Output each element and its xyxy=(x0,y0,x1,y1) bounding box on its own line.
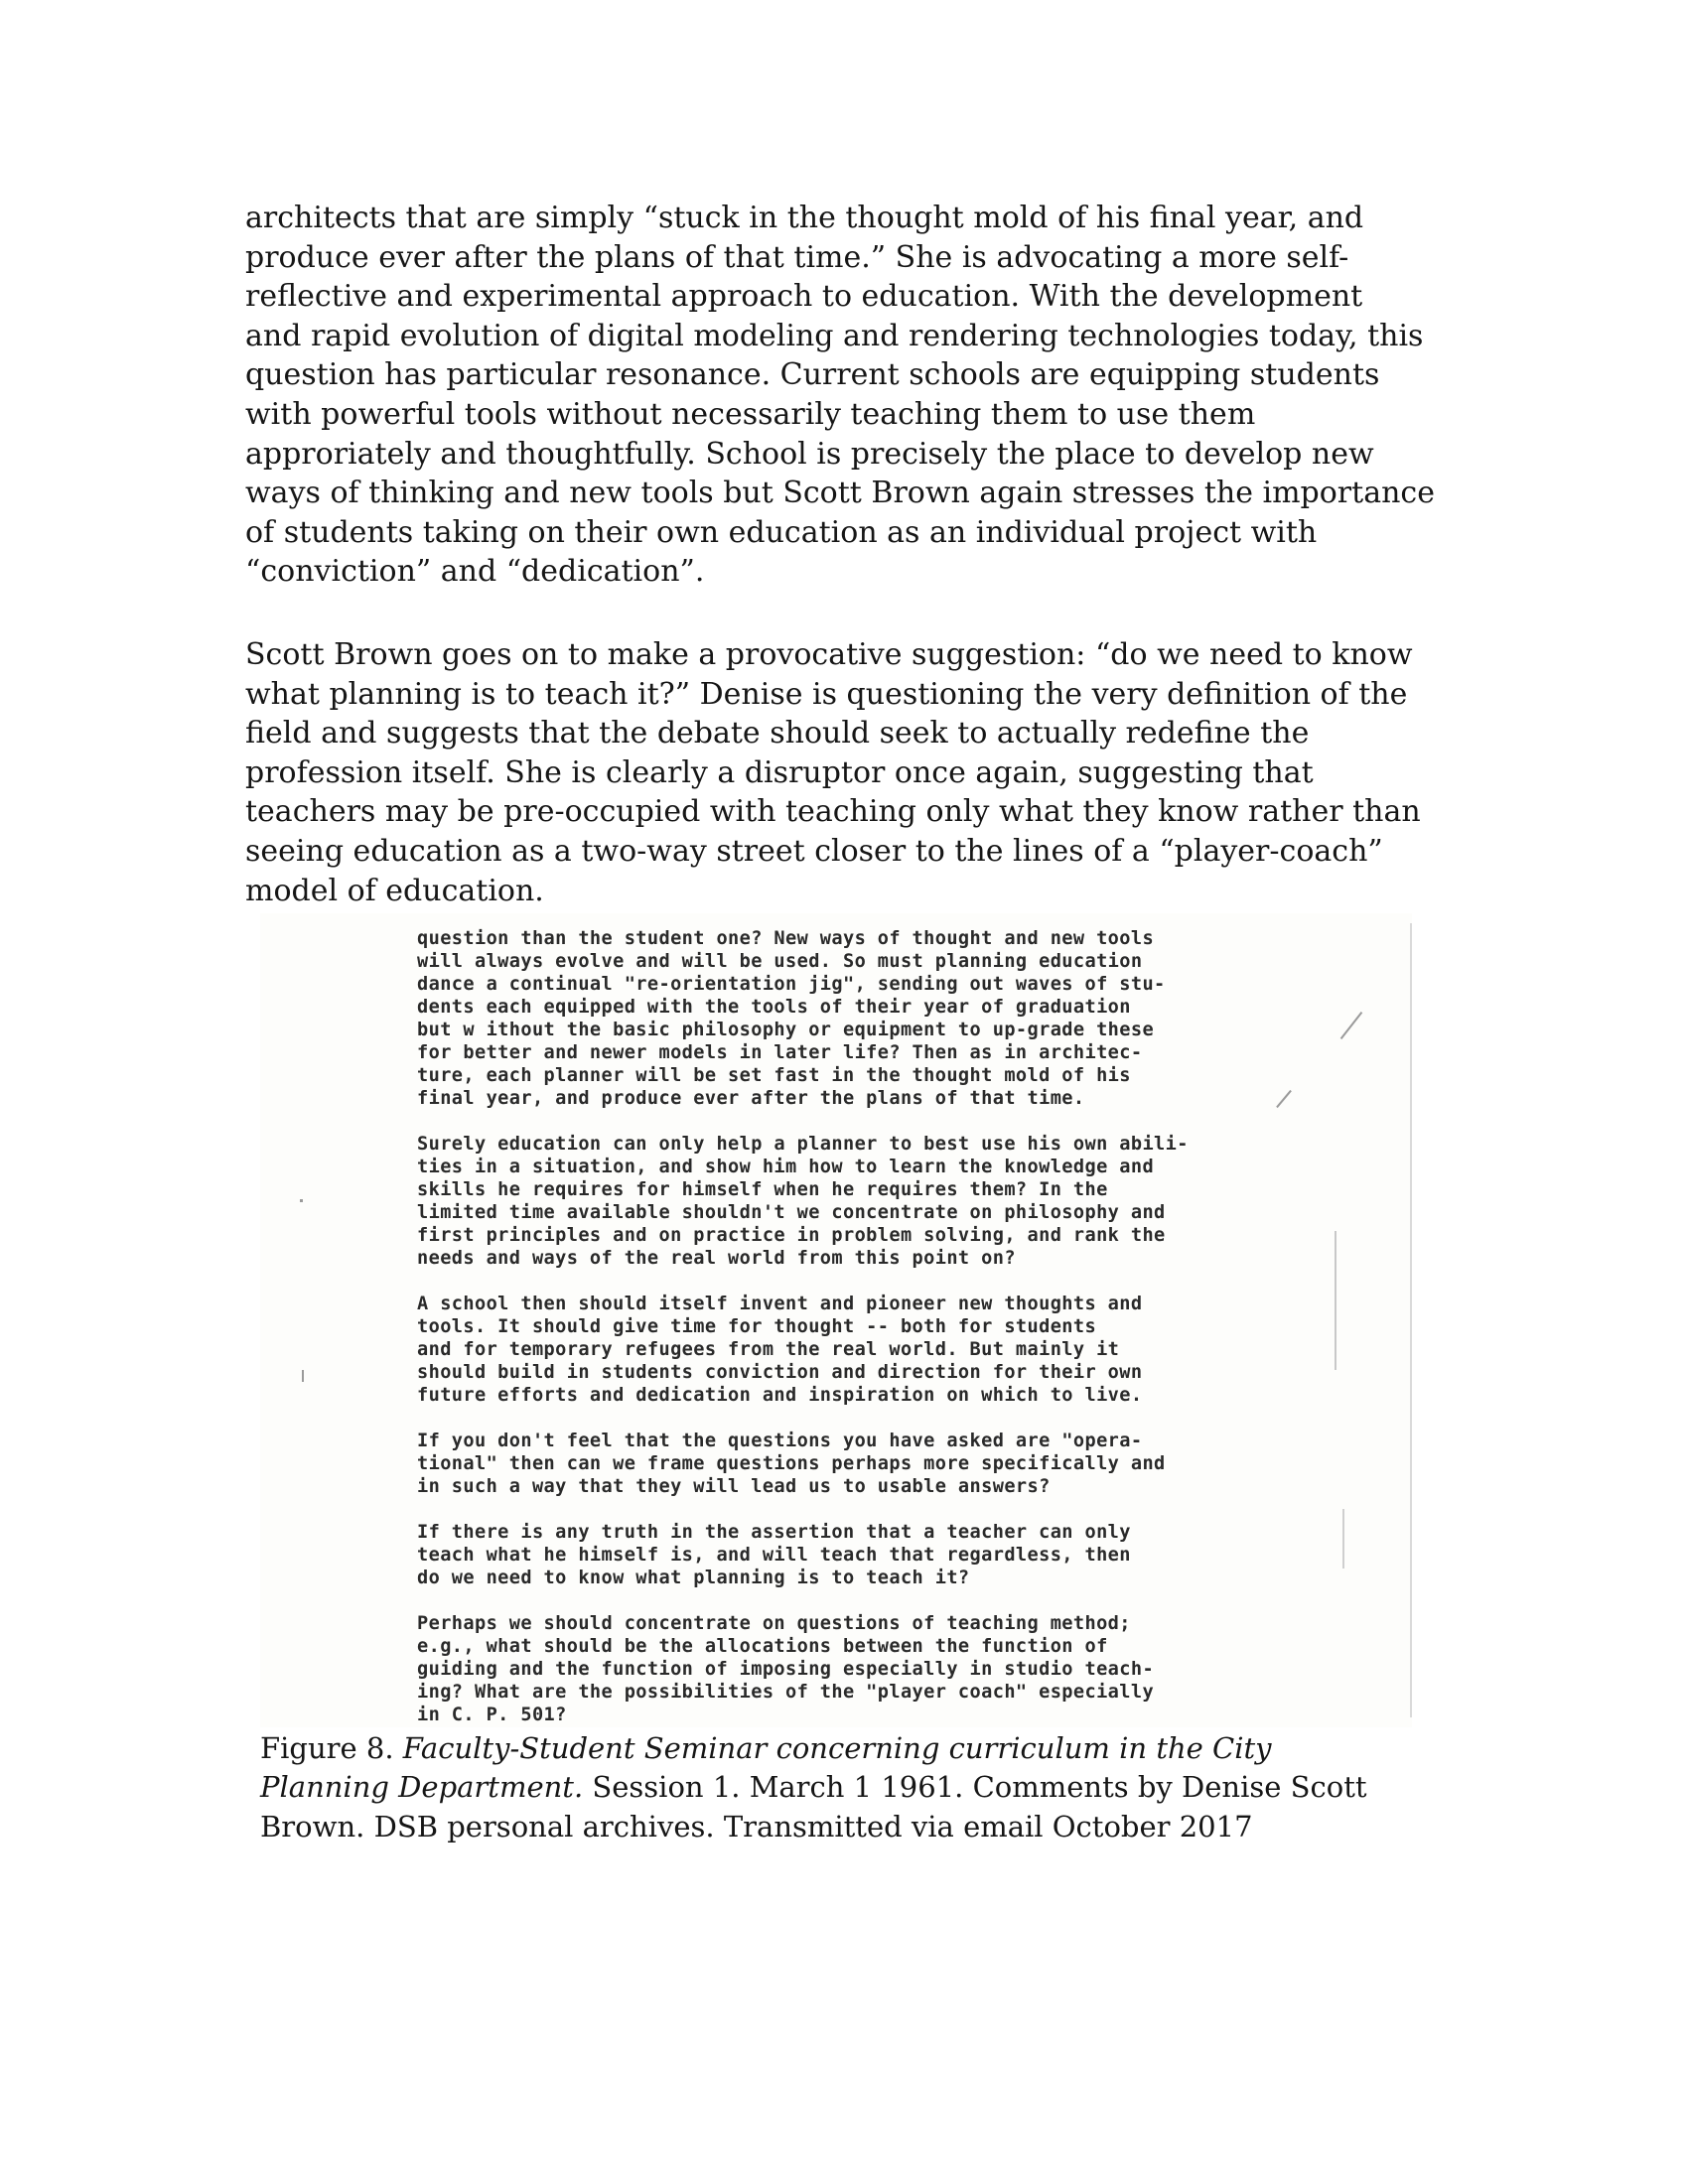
margin-mark xyxy=(1342,1509,1344,1569)
text-line: field and suggests that the debate should seek to actually redefine the xyxy=(245,716,1310,751)
typed-paragraph xyxy=(417,1133,1189,1270)
text-line: “conviction” and “dedication”. xyxy=(245,554,705,590)
typed-line: but w ithout the basic philosophy or equipment to up-grade these xyxy=(417,1020,1155,1040)
text-line: reflective and experimental approach to education. With the development xyxy=(245,279,1363,315)
typed-line: first principles and on practice in problem solving, and rank the xyxy=(417,1225,1166,1246)
typed-line: If there is any truth in the assertion that a teacher can only xyxy=(417,1522,1131,1543)
typed-line: final year, and produce ever after the plans of that time. xyxy=(417,1088,1085,1109)
text-line: produce ever after the plans of that time.” She is advocating a more self- xyxy=(245,239,1349,275)
typed-paragraph xyxy=(417,1521,1189,1589)
text-line: of students taking on their own education as an individual project with xyxy=(245,514,1318,550)
typed-line: dance a continual "re-orientation jig", sending out waves of stu- xyxy=(417,974,1166,995)
scan-edge-line xyxy=(1410,923,1412,1717)
typed-line: do we need to know what planning is to teach it? xyxy=(417,1568,970,1588)
typed-line: dents each equipped with the tools of their year of graduation xyxy=(417,997,1131,1018)
caption-line xyxy=(260,1768,1452,1807)
caption-title: Planning Department. xyxy=(260,1770,584,1805)
scan-speck xyxy=(302,1370,304,1382)
scanned-typewritten-figure xyxy=(260,913,1412,1727)
text-line: ways of thinking and new tools but Scott Brown again stresses the importance xyxy=(245,476,1435,511)
typed-line: e.g., what should be the allocations between the function of xyxy=(417,1636,1108,1657)
caption-label: Figure 8. xyxy=(260,1731,403,1765)
typed-line: will always evolve and will be used. So must planning education xyxy=(417,951,1143,972)
text-line: approriately and thoughtfully. School is precisely the place to develop new xyxy=(245,436,1374,472)
typed-line: and for temporary refugees from the real world. But mainly it xyxy=(417,1339,1120,1360)
typed-line: ing? What are the possibilities of the "player coach" especially xyxy=(417,1682,1155,1703)
body-paragraph-1 xyxy=(245,199,1457,592)
text-line: what planning is to teach it?” Denise is questioning the very definition of the xyxy=(245,676,1408,712)
text-line: architects that are simply “stuck in the thought mold of his final year, and xyxy=(245,201,1364,235)
body-paragraph-2 xyxy=(245,635,1457,910)
typed-line: needs and ways of the real world from this point on? xyxy=(417,1248,1016,1269)
pencil-mark xyxy=(1340,1012,1363,1039)
typed-line: Surely education can only help a planner to best use his own abili- xyxy=(417,1134,1189,1155)
typed-paragraph xyxy=(417,1612,1189,1726)
typed-line: tools. It should give time for thought -- both for students xyxy=(417,1316,1097,1337)
typed-line: ties in a situation, and show him how to learn the knowledge and xyxy=(417,1157,1155,1177)
typed-line: tional" then can we frame questions perhaps more specifically and xyxy=(417,1453,1166,1474)
typed-line: If you don't feel that the questions you have asked are "opera- xyxy=(417,1431,1143,1451)
text-line: profession itself. She is clearly a disruptor once again, suggesting that xyxy=(245,754,1314,790)
text-line: and rapid evolution of digital modeling and rendering technologies today, this xyxy=(245,318,1424,353)
typed-line: should build in students conviction and direction for their own xyxy=(417,1362,1143,1383)
text-line: teachers may be pre-occupied with teaching only what they know rather than xyxy=(245,794,1421,830)
pencil-mark xyxy=(1276,1090,1292,1108)
typed-line: guiding and the function of imposing especially in studio teach- xyxy=(417,1659,1155,1680)
caption-title: Faculty-Student Seminar concerning curriculum in the City xyxy=(402,1731,1272,1765)
typed-line: ture, each planner will be set fast in the thought mold of his xyxy=(417,1065,1131,1086)
text-line: model of education. xyxy=(245,873,544,908)
text-line: Scott Brown goes on to make a provocative suggestion: “do we need to know xyxy=(245,637,1413,672)
typed-line: for better and newer models in later life? Then as in architec- xyxy=(417,1042,1143,1063)
typed-line: Perhaps we should concentrate on questions of teaching method; xyxy=(417,1613,1131,1634)
scan-speck xyxy=(300,1199,303,1202)
typed-line: in C. P. 501? xyxy=(417,1705,567,1725)
typed-line: question than the student one? New ways of thought and new tools xyxy=(417,928,1155,949)
caption-line xyxy=(260,1729,1452,1768)
typed-line: in such a way that they will lead us to usable answers? xyxy=(417,1476,1051,1497)
typed-line: future efforts and dedication and inspiration on which to live. xyxy=(417,1385,1143,1406)
typed-line: A school then should itself invent and pioneer new thoughts and xyxy=(417,1294,1143,1314)
typed-line: skills he requires for himself when he requires them? In the xyxy=(417,1179,1108,1200)
typed-paragraph xyxy=(417,1293,1189,1407)
figure-caption xyxy=(260,1729,1452,1846)
typed-line: teach what he himself is, and will teach that regardless, then xyxy=(417,1545,1131,1566)
text-line: seeing education as a two-way street closer to the lines of a “player-coach” xyxy=(245,833,1383,869)
caption-details: Session 1. March 1 1961. Comments by Denise Scott xyxy=(583,1770,1367,1805)
margin-mark xyxy=(1335,1231,1336,1370)
typed-paragraph xyxy=(417,1430,1189,1498)
caption-line: Brown. DSB personal archives. Transmitted via email October 2017 xyxy=(260,1809,1253,1843)
text-line: question has particular resonance. Current schools are equipping students xyxy=(245,357,1380,393)
text-line: with powerful tools without necessarily teaching them to use them xyxy=(245,396,1256,432)
typed-paragraph xyxy=(417,927,1189,1110)
typed-line: limited time available shouldn't we concentrate on philosophy and xyxy=(417,1202,1166,1223)
typed-text xyxy=(417,927,1189,1726)
